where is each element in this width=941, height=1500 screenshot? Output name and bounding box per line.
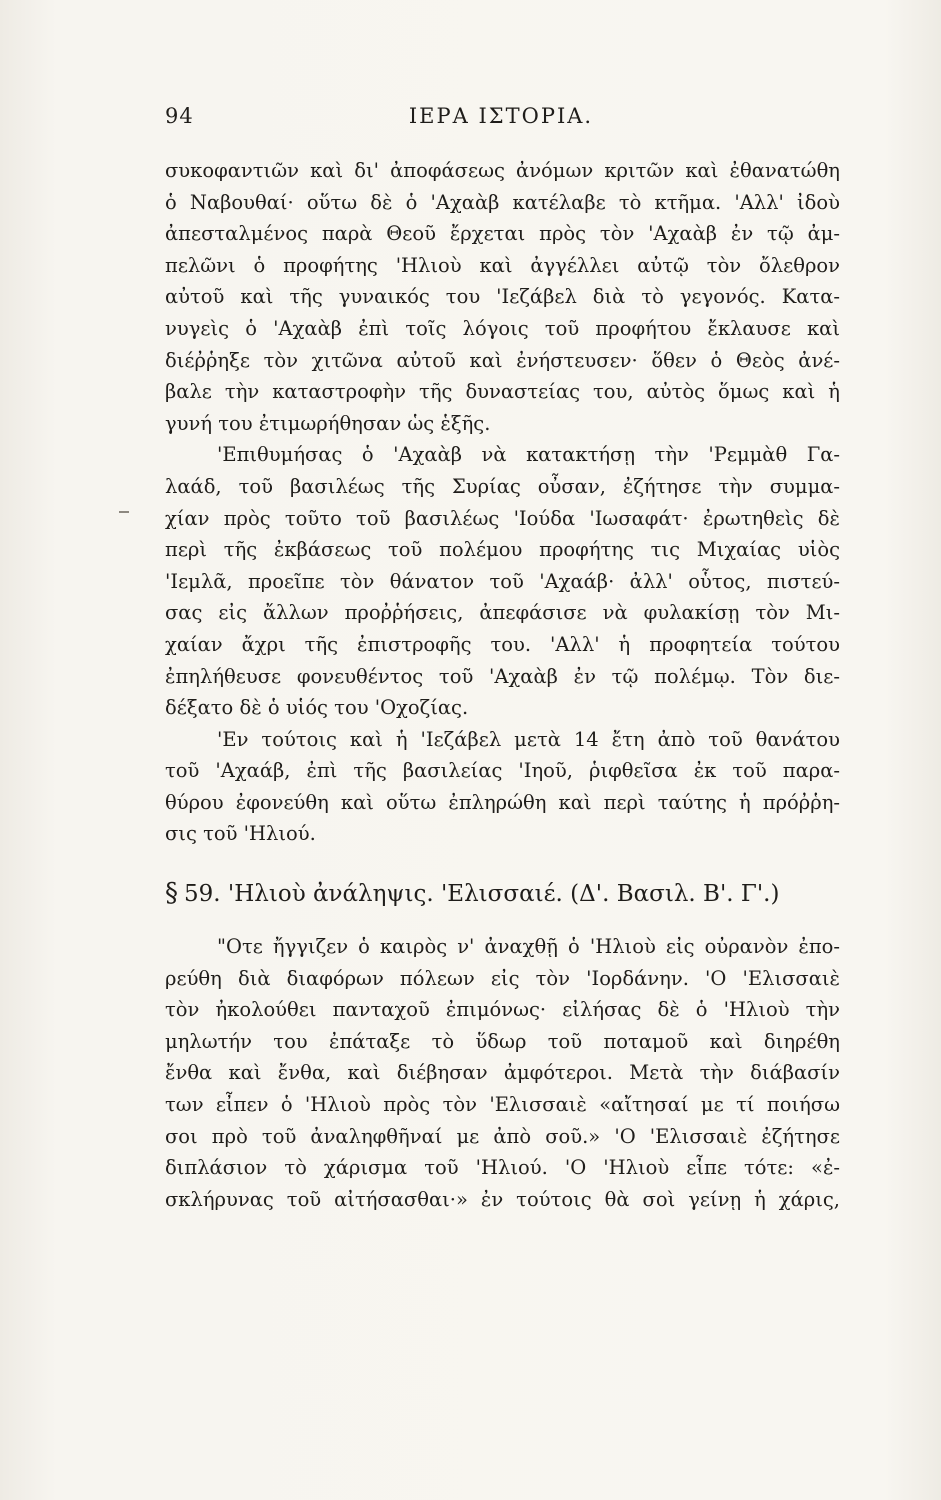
text-line: τὸν ἠκολούθει πανταχοῦ ἐπιμόνως· εἰλήσας δὲ ὁ 'Ηλιοὺ τὴν (165, 998, 840, 1022)
text-line: 'Ιεμλᾶ, προεῖπε τὸν θάνατον τοῦ 'Αχαάβ· ἀλλ' οὗτος, πιστεύ- (165, 569, 840, 593)
text-line: χαίαν ἄχρι τῆς ἐπιστροφῆς του. 'Αλλ' ἡ προφητεία τούτου (165, 632, 840, 656)
text-line: ὁ Ναβουθαί· οὕτω δὲ ὁ 'Αχαὰβ κατέλαβε τὸ κτῆμα. 'Αλλ' ἰδοὺ (165, 190, 840, 214)
text-line: "Οτε ἤγγιζεν ὁ καιρὸς ν' ἀναχθῇ ὁ 'Ηλιοὺ εἰς οὐρανὸν ἐπο- (217, 935, 840, 959)
paragraph (165, 931, 840, 1215)
text-line: πελῶνι ὁ προφήτης 'Ηλιοὺ καὶ ἀγγέλλει αὐτῷ τὸν ὄλεθρον (165, 253, 840, 277)
text-line: σοι πρὸ τοῦ ἀναληφθῆναί με ἀπὸ σοῦ.» 'Ο 'Ελισσαιὲ ἐζήτησε (165, 1124, 840, 1148)
text-line: δέξατο δὲ ὁ υἱός του 'Οχοζίας. (165, 696, 469, 720)
text-line: αὐτοῦ καὶ τῆς γυναικός του 'Ιεζάβελ διὰ τὸ γεγονός. Κατα- (165, 285, 840, 309)
text-line: γυνή του ἐτιμωρήθησαν ὡς ἑξῆς. (165, 411, 491, 435)
margin-mark (119, 511, 129, 513)
page-header (165, 104, 837, 134)
text-line: διπλάσιον τὸ χάρισμα τοῦ 'Ηλιού. 'Ο 'Ηλιοὺ εἶπε τότε: «ἐ- (165, 1156, 840, 1180)
text-line: σις τοῦ 'Ηλιού. (165, 822, 316, 846)
page-number: 94 (165, 104, 194, 128)
text-line: θύρου ἐφονεύθη καὶ οὕτω ἐπληρώθη καὶ περὶ ταύτης ἡ πρόῤῥη- (165, 790, 840, 814)
text-before-section (165, 155, 840, 850)
text-after-section (165, 931, 840, 1215)
section-sign: § (165, 878, 178, 909)
text-line: ἔνθα καὶ ἔνθα, καὶ διέβησαν ἀμφότεροι. Μετὰ τὴν διάβασίν (165, 1061, 840, 1085)
text-line: τοῦ 'Αχαάβ, ἐπὶ τῆς βασιλείας 'Ιηοῦ, ῥιφθεῖσα ἐκ τοῦ παρα- (165, 759, 840, 783)
text-line: σας εἰς ἄλλων προῤῥήσεις, ἀπεφάσισε νὰ φυλακίσῃ τὸν Μι- (165, 601, 840, 625)
text-line: μηλωτήν του ἐπάταξε τὸ ὕδωρ τοῦ ποταμοῦ καὶ διηρέθη (165, 1029, 840, 1053)
text-line: περὶ τῆς ἐκβάσεως τοῦ πολέμου προφήτης τις Μιχαίας υἱὸς (165, 538, 840, 562)
paragraph (165, 155, 840, 439)
text-line: λαάδ, τοῦ βασιλέως τῆς Συρίας οὖσαν, ἐζήτησε τὴν συμμα- (165, 474, 840, 498)
text-line: χίαν πρὸς τοῦτο τοῦ βασιλέως 'Ιούδα 'Ιωσαφάτ· ἐρωτηθεὶς δὲ (165, 506, 840, 530)
text-line: ἀπεσταλμένος παρὰ Θεοῦ ἔρχεται πρὸς τὸν 'Αχαὰβ ἐν τῷ ἀμ- (165, 222, 840, 246)
running-title: ΙΕΡΑ ΙΣΤΟΡΙΑ. (408, 104, 594, 128)
text-line: 'Επιθυμήσας ὁ 'Αχαὰβ νὰ κατακτήσῃ τὴν 'Ρεμμὰθ Γα- (217, 443, 840, 467)
text-line: σκλήρυνας τοῦ αἰτήσασθαι·» ἐν τούτοις θὰ σοὶ γείνῃ ἡ χάρις, (165, 1187, 840, 1211)
text-line: ρεύθη διὰ διαφόρων πόλεων εἰς τὸν 'Ιορδάνην. 'Ο 'Ελισσαιὲ (165, 966, 840, 990)
section-heading (165, 876, 840, 911)
text-line: των εἶπεν ὁ 'Ηλιοὺ πρὸς τὸν 'Ελισσαιὲ «αἴτησαί με τί ποιήσω (165, 1093, 840, 1117)
text-line: διέῤῥηξε τὸν χιτῶνα αὐτοῦ καὶ ἐνήστευσεν· ὅθεν ὁ Θεὸς ἀνέ- (165, 348, 840, 372)
text-line: συκοφαντιῶν καὶ δι' ἀποφάσεως ἀνόμων κριτῶν καὶ ἐθανατώθη (165, 159, 840, 182)
text-line: ἐπηλήθευσε φονευθέντος τοῦ 'Αχαὰβ ἐν τῷ πολέμῳ. Τὸν διε- (165, 664, 840, 688)
text-line: 'Εν τούτοις καὶ ἡ 'Ιεζάβελ μετὰ 14 ἔτη ἀπὸ τοῦ θανάτου (217, 727, 840, 751)
page-body (165, 155, 840, 1215)
text-line: βαλε τὴν καταστροφὴν τῆς δυναστείας του, αὐτὸς ὅμως καὶ ἡ (165, 380, 840, 404)
paragraph (165, 439, 840, 723)
text-line: νυγεὶς ὁ 'Αχαὰβ ἐπὶ τοῖς λόγοις τοῦ προφήτου ἔκλαυσε καὶ (165, 316, 840, 340)
section-title: 59. 'Ηλιοὺ ἀνάληψις. 'Ελισσαιέ. (Δ'. Βασιλ. Β'. Γ'.) (184, 881, 780, 908)
paragraph (165, 724, 840, 850)
